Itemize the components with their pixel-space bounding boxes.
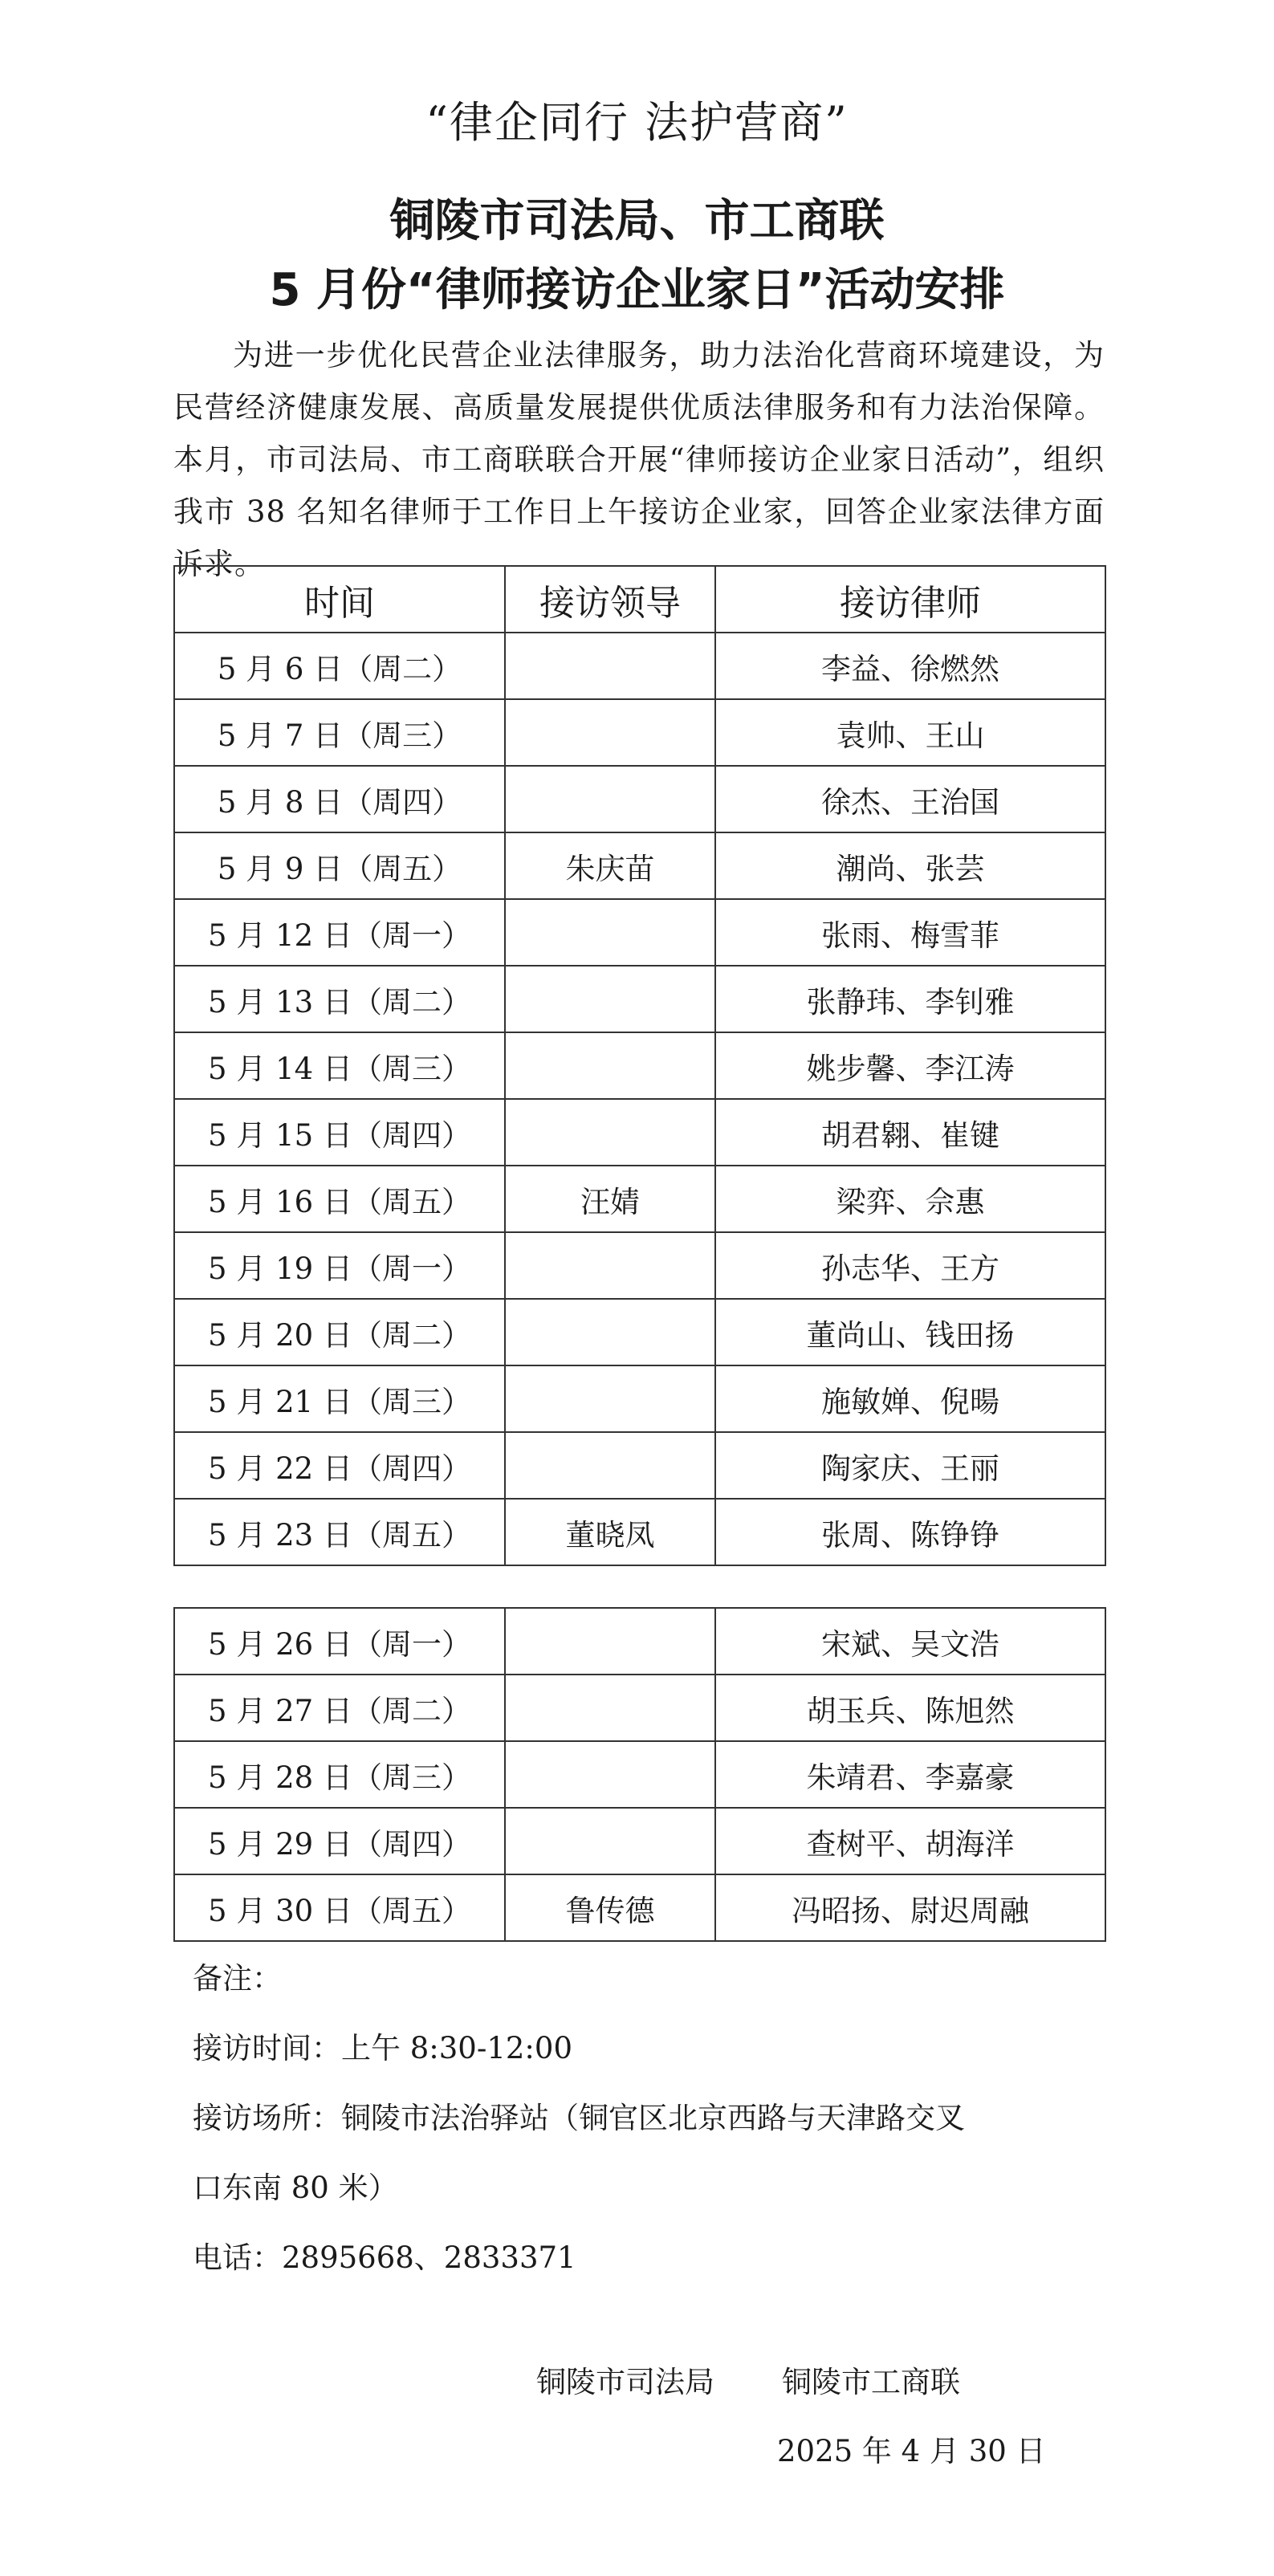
notes-place-line1: 接访场所：铜陵市法治驿站（铜官区北京西路与天津路交叉 — [193, 2101, 965, 2135]
cell-leader — [505, 1032, 715, 1099]
table-row — [174, 1874, 1105, 1941]
cell-lawyers: 张雨、梅雪菲 — [715, 899, 1105, 966]
table-row — [174, 699, 1105, 766]
intro-paragraph: 为进一步优化民营企业法律服务，助力法治化营商环境建设，为民营经济健康发展、高质量发展提供优质法律服务和有力法治保障。本月，市司法局、市工商联联合开展“律师接访企业家日活动”，组织我市 38 名知名律师于工作日上午接访企业家，回答企业家法律方面诉求。 — [173, 338, 1105, 581]
cell-lawyers: 李益、徐燃然 — [715, 633, 1105, 699]
cell-leader — [505, 899, 715, 966]
schedule-table-part1 — [173, 565, 1106, 1566]
cell-lawyers: 胡玉兵、陈旭然 — [715, 1675, 1105, 1741]
table-row — [174, 1808, 1105, 1874]
slogan: “律企同行 法护营商” — [425, 97, 849, 148]
cell-date: 5 月 29 日（周四） — [174, 1808, 505, 1874]
cell-date: 5 月 8 日（周四） — [174, 766, 505, 832]
table-row — [174, 1608, 1105, 1675]
table-row — [174, 1432, 1105, 1499]
notes-time: 接访时间：上午 8:30-12:00 — [193, 2031, 572, 2065]
table-row — [174, 1499, 1105, 1565]
schedule-table-part2 — [173, 1607, 1106, 1942]
cell-leader — [505, 699, 715, 766]
table-row — [174, 899, 1105, 966]
cell-leader: 鲁传德 — [505, 1874, 715, 1941]
cell-leader — [505, 1099, 715, 1166]
cell-date: 5 月 16 日（周五） — [174, 1166, 505, 1232]
cell-date: 5 月 21 日（周三） — [174, 1365, 505, 1432]
cell-lawyers: 梁弈、佘惠 — [715, 1166, 1105, 1232]
cell-date: 5 月 27 日（周二） — [174, 1675, 505, 1741]
table-row — [174, 1365, 1105, 1432]
table-row — [174, 1099, 1105, 1166]
cell-leader — [505, 1808, 715, 1874]
cell-date: 5 月 13 日（周二） — [174, 966, 505, 1032]
cell-leader — [505, 633, 715, 699]
table-row — [174, 1299, 1105, 1365]
cell-date: 5 月 28 日（周三） — [174, 1741, 505, 1808]
cell-lawyers: 陶家庆、王丽 — [715, 1432, 1105, 1499]
cell-lawyers: 冯昭扬、尉迟周融 — [715, 1874, 1105, 1941]
cell-date: 5 月 22 日（周四） — [174, 1432, 505, 1499]
signature-org2: 铜陵市工商联 — [782, 2365, 960, 2399]
cell-leader — [505, 766, 715, 832]
table-row — [174, 966, 1105, 1032]
cell-leader: 朱庆苗 — [505, 832, 715, 899]
cell-leader — [505, 1432, 715, 1499]
cell-lawyers: 孙志华、王方 — [715, 1232, 1105, 1299]
cell-lawyers: 查树平、胡海洋 — [715, 1808, 1105, 1874]
cell-leader — [505, 1741, 715, 1808]
cell-lawyers: 潮尚、张芸 — [715, 832, 1105, 899]
cell-leader — [505, 1299, 715, 1365]
signature-org1: 铜陵市司法局 — [536, 2365, 714, 2399]
cell-lawyers: 徐杰、王治国 — [715, 766, 1105, 832]
cell-lawyers: 姚步馨、李江涛 — [715, 1032, 1105, 1099]
cell-lawyers: 朱靖君、李嘉豪 — [715, 1741, 1105, 1808]
cell-leader — [505, 966, 715, 1032]
cell-date: 5 月 23 日（周五） — [174, 1499, 505, 1565]
table-row — [174, 766, 1105, 832]
cell-lawyers: 董尚山、钱田扬 — [715, 1299, 1105, 1365]
cell-date: 5 月 30 日（周五） — [174, 1874, 505, 1941]
cell-leader — [505, 1365, 715, 1432]
table-row — [174, 1232, 1105, 1299]
cell-date: 5 月 15 日（周四） — [174, 1099, 505, 1166]
notes-section — [193, 1943, 1108, 2293]
header-leader: 接访领导 — [505, 566, 715, 633]
table-row — [174, 1166, 1105, 1232]
cell-date: 5 月 12 日（周一） — [174, 899, 505, 966]
cell-date: 5 月 7 日（周三） — [174, 699, 505, 766]
cell-date: 5 月 14 日（周三） — [174, 1032, 505, 1099]
cell-leader — [505, 1608, 715, 1675]
signature-date: 2025 年 4 月 30 日 — [777, 2434, 1046, 2468]
notes-place-line2: 口东南 80 米） — [193, 2171, 398, 2205]
notes-phone: 电话：2895668、2833371 — [193, 2240, 576, 2275]
notes-label: 备注： — [193, 1961, 282, 1996]
signature-orgs — [536, 2358, 960, 2407]
cell-lawyers: 施敏婵、倪暘 — [715, 1365, 1105, 1432]
header-lawyers: 接访律师 — [715, 566, 1105, 633]
cell-leader: 董晓凤 — [505, 1499, 715, 1565]
header-time: 时间 — [174, 566, 505, 633]
table-row — [174, 633, 1105, 699]
cell-lawyers: 袁帅、王山 — [715, 699, 1105, 766]
cell-leader — [505, 1232, 715, 1299]
cell-date: 5 月 19 日（周一） — [174, 1232, 505, 1299]
cell-date: 5 月 26 日（周一） — [174, 1608, 505, 1675]
cell-date: 5 月 6 日（周二） — [174, 633, 505, 699]
document-title-line1: 铜陵市司法局、市工商联 — [389, 195, 885, 247]
cell-lawyers: 张周、陈铮铮 — [715, 1499, 1105, 1565]
table-row — [174, 1032, 1105, 1099]
cell-lawyers: 宋斌、吴文浩 — [715, 1608, 1105, 1675]
table-header-row — [174, 566, 1105, 633]
table-row — [174, 832, 1105, 899]
table-row — [174, 1741, 1105, 1808]
cell-lawyers: 张静玮、李钊雅 — [715, 966, 1105, 1032]
document-title-line2: 5 月份“律师接访企业家日”活动安排 — [269, 264, 1005, 316]
cell-leader — [505, 1675, 715, 1741]
cell-lawyers: 胡君翱、崔键 — [715, 1099, 1105, 1166]
cell-leader: 汪婧 — [505, 1166, 715, 1232]
table-row — [174, 1675, 1105, 1741]
cell-date: 5 月 20 日（周二） — [174, 1299, 505, 1365]
cell-date: 5 月 9 日（周五） — [174, 832, 505, 899]
